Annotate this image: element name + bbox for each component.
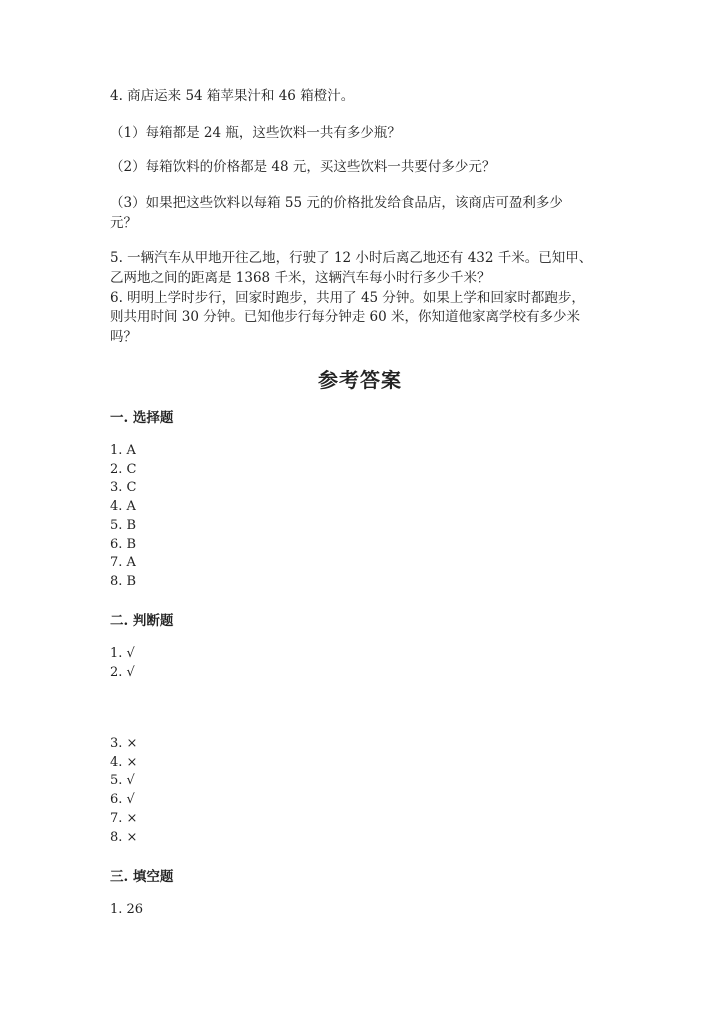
list-item: 4. × [110,754,138,770]
list-item: 6. B [110,536,137,552]
q6-line1: 6. 明明上学时步行，回家时跑步，共用了 45 分钟。如果上学和回家时都跑步， [110,290,585,306]
list-item: 1. 26 [110,902,144,917]
q6-line3: 吗？ [110,329,137,345]
list-item: 6. √ [110,792,135,808]
list-item: 7. A [110,555,136,571]
q4-sub2: （2）每箱饮料的价格都是 48 元，买这些饮料一共要付多少元？ [110,159,496,175]
section-heading-choice: 一. 选择题 [110,410,174,426]
section-heading-judge: 二. 判断题 [110,613,174,629]
q6-line2: 则共用时间 30 分钟。已知他步行每分钟走 60 米，你知道他家离学校有多少米 [110,309,581,325]
list-item: 3. C [110,480,137,496]
answer-key-title: 参考答案 [318,368,402,392]
q4-stem: 4. 商店运来 54 箱苹果汁和 46 箱橙汁。 [110,88,355,104]
list-item: 5. B [110,517,137,533]
list-item: 7. × [110,810,138,826]
judge-answer-list-part2 [110,735,137,847]
q4-sub1: （1）每箱都是 24 瓶，这些饮料一共有多少瓶？ [110,125,401,141]
q5-line1: 5. 一辆汽车从甲地开往乙地，行驶了 12 小时后离乙地还有 432 千米。已知甲、 [110,250,593,266]
list-item: 8. × [110,829,138,845]
list-item: 4. A [110,499,136,515]
q4-sub3-line2: 元？ [110,215,137,231]
judge-answer-list-part1 [110,645,135,682]
list-item: 5. √ [110,773,135,789]
list-item: 3. × [110,736,138,751]
list-item: 2. C [110,461,137,477]
list-item: 8. B [110,573,137,589]
q5-line2: 乙两地之间的距离是 1368 千米，这辆汽车每小时行多少千米？ [110,270,491,286]
list-item: 2. √ [110,664,135,680]
choice-answer-list [110,442,136,592]
q4-sub3-line1: （3）如果把这些饮料以每箱 55 元的价格批发给食品店，该商店可盈利多少 [110,195,563,211]
fill-answer-list [110,901,143,920]
section-heading-fill: 三. 填空题 [110,869,174,885]
list-item: 1. √ [110,646,135,661]
list-item: 1. A [110,443,136,458]
